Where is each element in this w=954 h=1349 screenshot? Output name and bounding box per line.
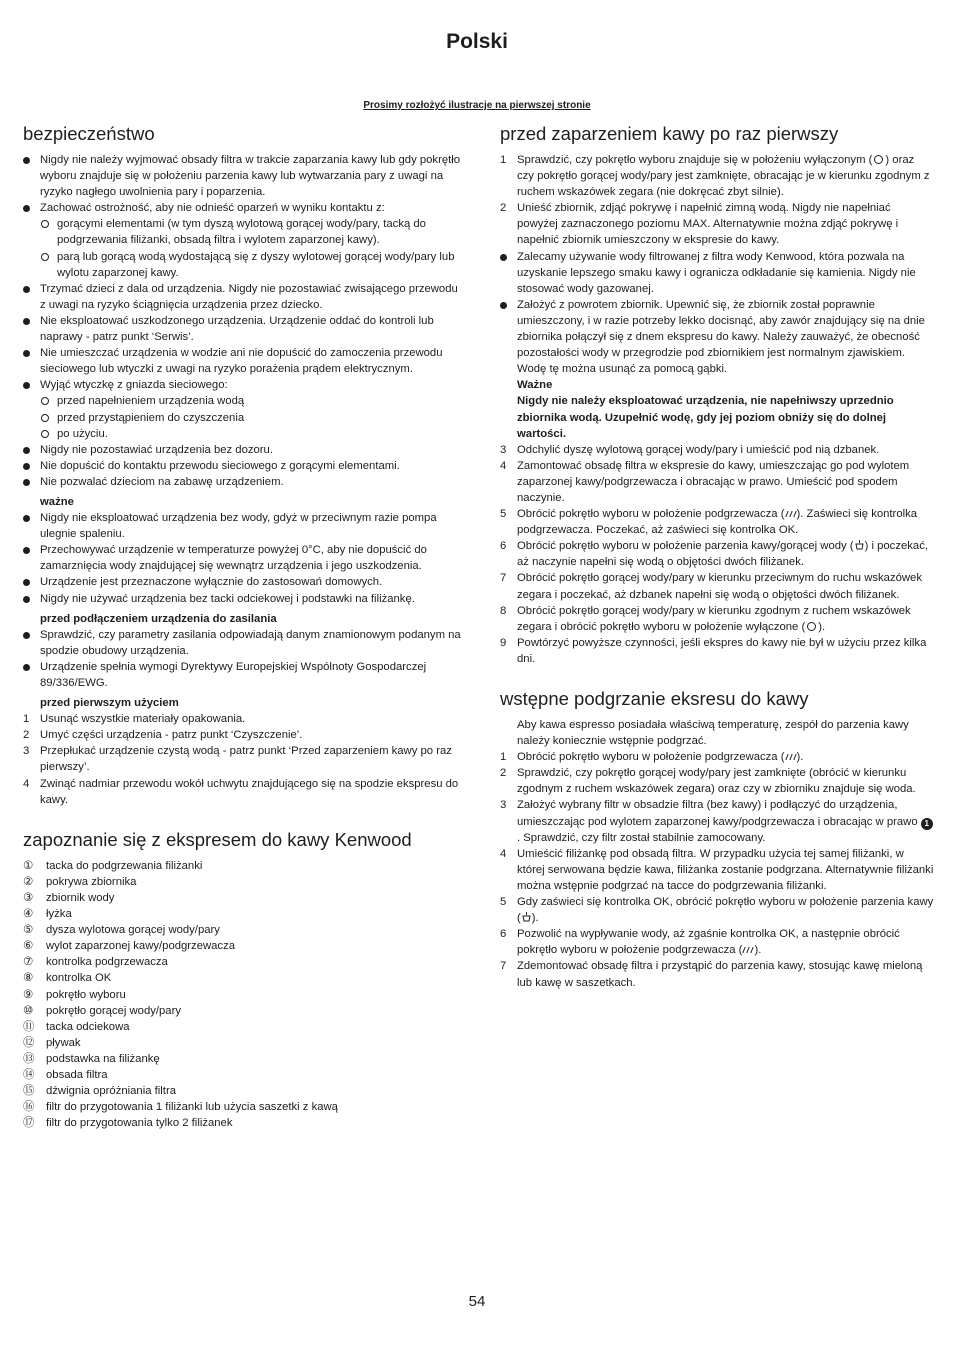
bullet-icon: [23, 664, 30, 671]
part-item: ⑰ filtr do przygotowania tylko 2 filiżanek: [23, 1117, 233, 1130]
first-use-step: 4 Zwinąć nadmiar przewodu wokół uchwytu znajdującego się na spodzie ekspresu do kawy.: [23, 777, 459, 806]
brew-step: 6 Obrócić pokrętło wyboru w położenie parzenia kawy/gorącej wody ( ) i poczekać, aż naczynie napełni się wodą o objętości dwóch filiżanek.: [500, 540, 928, 569]
preheat-step: 3 Założyć wybrany filtr w obsadzie filtra (bez kawy) i podłączyć do urządzenia, umieszczając pod wylotem zaparzonej kawy/podgrzewacza i obracając w prawo 1. Sprawdzić, czy filtr został stabilnie zamocowany.: [500, 797, 934, 845]
part-item: ② pokrywa zbiornika: [23, 875, 137, 888]
part-item: ⑯ filtr do przygotowania 1 filiżanki lub użycia saszetki z kawą: [23, 1101, 338, 1114]
part-item: ④ łyżka: [23, 908, 72, 921]
sponge-note: Wodę tę można usunąć za pomocą gąbki.: [517, 363, 728, 376]
bullet-icon: [23, 479, 30, 486]
important-label: Ważne: [517, 379, 553, 392]
safety-heading: bezpieczeństwo: [23, 123, 155, 144]
safety-item: Zachować ostrożność, aby nie odnieść oparzeń w wyniku kontaktu z:: [23, 200, 461, 216]
part-item: ⑥ wylot zaparzonej kawy/podgrzewacza: [23, 940, 236, 953]
bullet-icon: [23, 447, 30, 454]
brew-step: 3 Odchylić dyszę wylotową gorącej wody/pary i umieścić pod nią dzbanek.: [500, 443, 880, 456]
safety-item: Nie eksploatować uszkodzonego urządzenia. Urządzenie oddać do kontroli lub naprawy - patrz punkt ‘Serwis’.: [23, 313, 461, 345]
brew-step: 1 Sprawdzić, czy pokrętło wyboru znajduje się w położeniu wyłączonym ( ) oraz czy pokrętło gorącej wody/pary jest zamknięte, obracając je w kierunku zgodnym z ruchem wskazówek zegara (nie dokręcać zbyt silnie).: [500, 154, 930, 199]
parts-list: [23, 858, 461, 1132]
bullet-icon: [23, 547, 30, 554]
page-title: Polski: [446, 30, 508, 53]
off-circle-icon: [874, 155, 883, 164]
bullet-icon: [23, 382, 30, 389]
unplug-subitem: przed napełnieniem urządzenia wodą: [23, 393, 461, 409]
first-use-step: 1 Usunąć wszystkie materiały opakowania.: [23, 713, 246, 726]
cup-steam-icon: [854, 539, 865, 550]
part-item: ⑨ pokrętło wyboru: [23, 988, 126, 1001]
preheat-step: 1 Obrócić pokrętło wyboru w położenie podgrzewacza ( ).: [500, 751, 804, 764]
safety-item: Nie pozwalać dzieciom na zabawę urządzeniem.: [23, 474, 461, 490]
parts-heading: zapoznanie się z ekspresem do kawy Kenwood: [23, 828, 412, 850]
part-item: ⑦ kontrolka podgrzewacza: [23, 956, 168, 969]
preheat-intro: Aby kawa espresso posiadała właściwą temperaturę, zespół do parzenia kawy należy koniecznie wstępnie podgrzać.: [517, 719, 909, 748]
sub-bullet-icon: [41, 253, 49, 261]
first-use-label: przed pierwszym użyciem: [40, 697, 179, 710]
right-column: [500, 122, 934, 991]
page-number: 54: [468, 1293, 486, 1310]
power-item: Urządzenie spełnia wymogi Dyrektywy Europejskiej Wspólnoty Gospodarczej 89/336/EWG.: [23, 659, 461, 691]
preheat-step: 4 Umieścić filiżankę pod obsadą filtra. W przypadku użycia tej samej filiżanki, w której serwowana będzie kawa, filiżanka zostanie podgrzana. Alternatywnie filiżanki można wstępnie podgrzać na tacce do podgrzewania filiżanki.: [500, 847, 934, 892]
sub-bullet-icon: [41, 397, 49, 405]
page-subtitle: Prosimy rozłożyć ilustracje na pierwszej stronie: [363, 100, 591, 111]
bullet-icon: [23, 579, 30, 586]
first-use-step: 2 Umyć części urządzenia - patrz punkt ‘Czyszczenie’.: [23, 729, 303, 742]
bullet-icon: [23, 463, 30, 470]
warming-wave-icon: [785, 752, 797, 761]
brew-step: 5 Obrócić pokrętło wyboru w położenie podgrzewacza ( ). Zaświeci się kontrolka podgrzewacza. Poczekać, aż zaświeci się kontrolka OK.: [500, 508, 918, 537]
safety-item: Nie umieszczać urządzenia w wodzie ani nie dopuścić do zamoczenia przewodu sieciowego lub wtyczki z uwagi na ryzyko porażenia prądem elektrycznym.: [23, 345, 461, 377]
power-label: przed podłączeniem urządzenia do zasilania: [40, 612, 277, 625]
safety-item: Nigdy nie pozostawiać urządzenia bez dozoru.: [23, 442, 461, 458]
part-item: ⑭ obsada filtra: [23, 1068, 108, 1081]
bullet-icon: [23, 350, 30, 357]
bullet-icon: [23, 515, 30, 522]
brew-step: 7 Obrócić pokrętło gorącej wody/pary w kierunku przeciwnym do ruchu wskazówek zegara i poczekać, aż dzbanek napełni się wodą o objętości dwóch filiżanek.: [500, 572, 922, 601]
safety-item: Wyjąć wtyczkę z gniazda sieciowego:: [23, 377, 461, 393]
part-item: ⑫ pływak: [23, 1036, 81, 1049]
bullet-icon: [500, 254, 507, 261]
part-item: ③ zbiornik wody: [23, 891, 115, 904]
preheat-step: 7 Zdemontować obsadę filtra i przystąpić do parzenia kawy, stosując kawę mieloną lub kawę w saszetkach.: [500, 960, 923, 989]
brew-bullet: Założyć z powrotem zbiornik. Upewnić się, że zbiornik został poprawnie umieszczony, i w razie potrzeby lekko docisnąć, aby zawór znajdujący się na dnie zbiornika połączył się z dnem ekspresu do kawy. Należy zauważyć, że obecność pozostałości wody w przegrodzie pod zbiornikiem jest normalnym zjawiskiem.: [500, 297, 934, 361]
brew-step: 2 Unieść zbiornik, zdjąć pokrywę i napełnić zimną wodą. Nigdy nie napełniać powyżej zaznaczonego poziomu MAX. Alternatywnie można zdjąć pokrywę i napełnić zbiornik umieszczony w ekspresie do kawy.: [500, 202, 899, 247]
preheat-heading: wstępne podgrzanie eksresu do kawy: [500, 688, 809, 709]
important-label: ważne: [40, 495, 74, 508]
brew-step: 4 Zamontować obsadę filtra w ekspresie do kawy, umieszczając go pod wylotem zaparzonej kawy/podgrzewacza i obracając w prawo. Umieścić pod spodem naczynie.: [500, 459, 910, 504]
part-item: ⑪ tacka odciekowa: [23, 1020, 130, 1033]
power-item: Sprawdzić, czy parametry zasilania odpowiadają danym znamionowym podanym na spodzie obudowy urządzenia.: [23, 627, 461, 659]
brew-step: 8 Obrócić pokrętło gorącej wody/pary w kierunku zgodnym z ruchem wskazówek zegara i obrócić pokrętło wyboru w położenie wyłączone ( ).: [500, 604, 911, 633]
preheat-step: 5 Gdy zaświeci się kontrolka OK, obrócić pokrętło wyboru w położenie parzenia kawy ( ).: [500, 896, 934, 925]
part-item: ⑩ pokrętło gorącej wody/pary: [23, 1004, 182, 1017]
brew-step: 9 Powtórzyć powyższe czynności, jeśli ekspres do kawy nie był w użyciu przez kilka dni.: [500, 636, 927, 665]
bullet-icon: [23, 596, 30, 603]
bullet-icon: [23, 318, 30, 325]
safety-item: Nigdy nie należy wyjmować obsady filtra w trakcie zaparzania kawy lub gdy pokrętło wyboru znajduje się w położeniu parzenia kawy lub wytwarzania pary z uwagi na ryzyko nagłego uwolnienia pary i poparzenia.: [23, 152, 461, 200]
preheat-step: 2 Sprawdzić, czy pokrętło gorącej wody/pary jest zamknięte (obrócić w kierunku zgodnym z ruchem wskazówek zegara) oraz czy w zbiorniku znajduje się woda.: [500, 767, 916, 796]
safety-subitem: parą lub gorącą wodą wydostającą się z dyszy wylotowej gorącej wody/pary lub wylotu zaparzonej kawy.: [23, 249, 461, 281]
part-item: ⑧ kontrolka OK: [23, 972, 112, 985]
before-first-brew-heading: przed zaparzeniem kawy po raz pierwszy: [500, 123, 839, 144]
off-circle-icon: [807, 622, 816, 631]
bullet-icon: [23, 157, 30, 164]
important-text: Nigdy nie należy eksploatować urządzenia, nie napełniwszy uprzednio zbiornika wodą. Uzupełnić wodę, gdy jej poziom obniży się do dolnej wartości.: [517, 395, 894, 440]
part-item: ⑬ podstawka na filiżankę: [23, 1052, 160, 1065]
preheat-step: 6 Pozwolić na wypływanie wody, aż zgaśnie kontrolka OK, a następnie obrócić pokrętło wyboru w położenie podgrzewacza ( ).: [500, 928, 900, 957]
safety-item: Nie dopuścić do kontaktu przewodu sieciowego z gorącymi elementami.: [23, 458, 461, 474]
important-item: Nigdy nie używać urządzenia bez tacki odciekowej i podstawki na filiżankę.: [23, 591, 461, 607]
part-item: ⑮ dźwignia opróżniania filtra: [23, 1085, 176, 1098]
cup-steam-icon: [521, 911, 532, 922]
part-item: ① tacka do podgrzewania filiżanki: [23, 859, 203, 872]
part-item: ⑤ dysza wylotowa gorącej wody/pary: [23, 924, 220, 937]
first-use-step: 3 Przepłukać urządzenie czystą wodą - patrz punkt ‘Przed zaparzeniem kawy po raz pierwszy’.: [23, 745, 452, 774]
bullet-icon: [23, 632, 30, 639]
warming-wave-icon: [742, 945, 754, 954]
safety-item: Trzymać dzieci z dala od urządzenia. Nigdy nie pozostawiać zwisającego przewodu z uwagi na ryzyko ściągnięcia urządzenia przez dziecko.: [23, 281, 461, 313]
sub-bullet-icon: [41, 414, 49, 422]
sub-bullet-icon: [41, 430, 49, 438]
safety-subitem: gorącymi elementami (w tym dyszą wylotową gorącej wody/pary, tacką do podgrzewania filiżanki, obsadą filtra i wylotem zaparzonej kawy).: [23, 216, 461, 248]
warming-wave-icon: [785, 509, 797, 518]
unplug-subitem: po użyciu.: [23, 426, 461, 442]
bullet-icon: [23, 205, 30, 212]
sub-bullet-icon: [41, 220, 49, 228]
left-column: [23, 122, 461, 1131]
figure-1-badge-icon: 1: [921, 818, 933, 830]
unplug-subitem: przed przystąpieniem do czyszczenia: [23, 410, 461, 426]
important-item: Przechowywać urządzenie w temperaturze powyżej 0°C, aby nie dopuścić do zamarznięcia wody znajdującej się wewnątrz urządzenia i jego uszkodzenia.: [23, 542, 461, 574]
important-item: Urządzenie jest przeznaczone wyłącznie do zastosowań domowych.: [23, 574, 461, 590]
bullet-icon: [500, 302, 507, 309]
important-item: Nigdy nie eksploatować urządzenia bez wody, gdyż w przeciwnym razie pompa ulegnie spaleniu.: [23, 510, 461, 542]
bullet-icon: [23, 286, 30, 293]
brew-bullet: Zalecamy używanie wody filtrowanej z filtra wody Kenwood, która pozwala na uzyskanie lepszego smaku kawy i ogranicza odkładanie się kamienia. Nigdy nie stosować wody gazowanej.: [500, 249, 934, 297]
